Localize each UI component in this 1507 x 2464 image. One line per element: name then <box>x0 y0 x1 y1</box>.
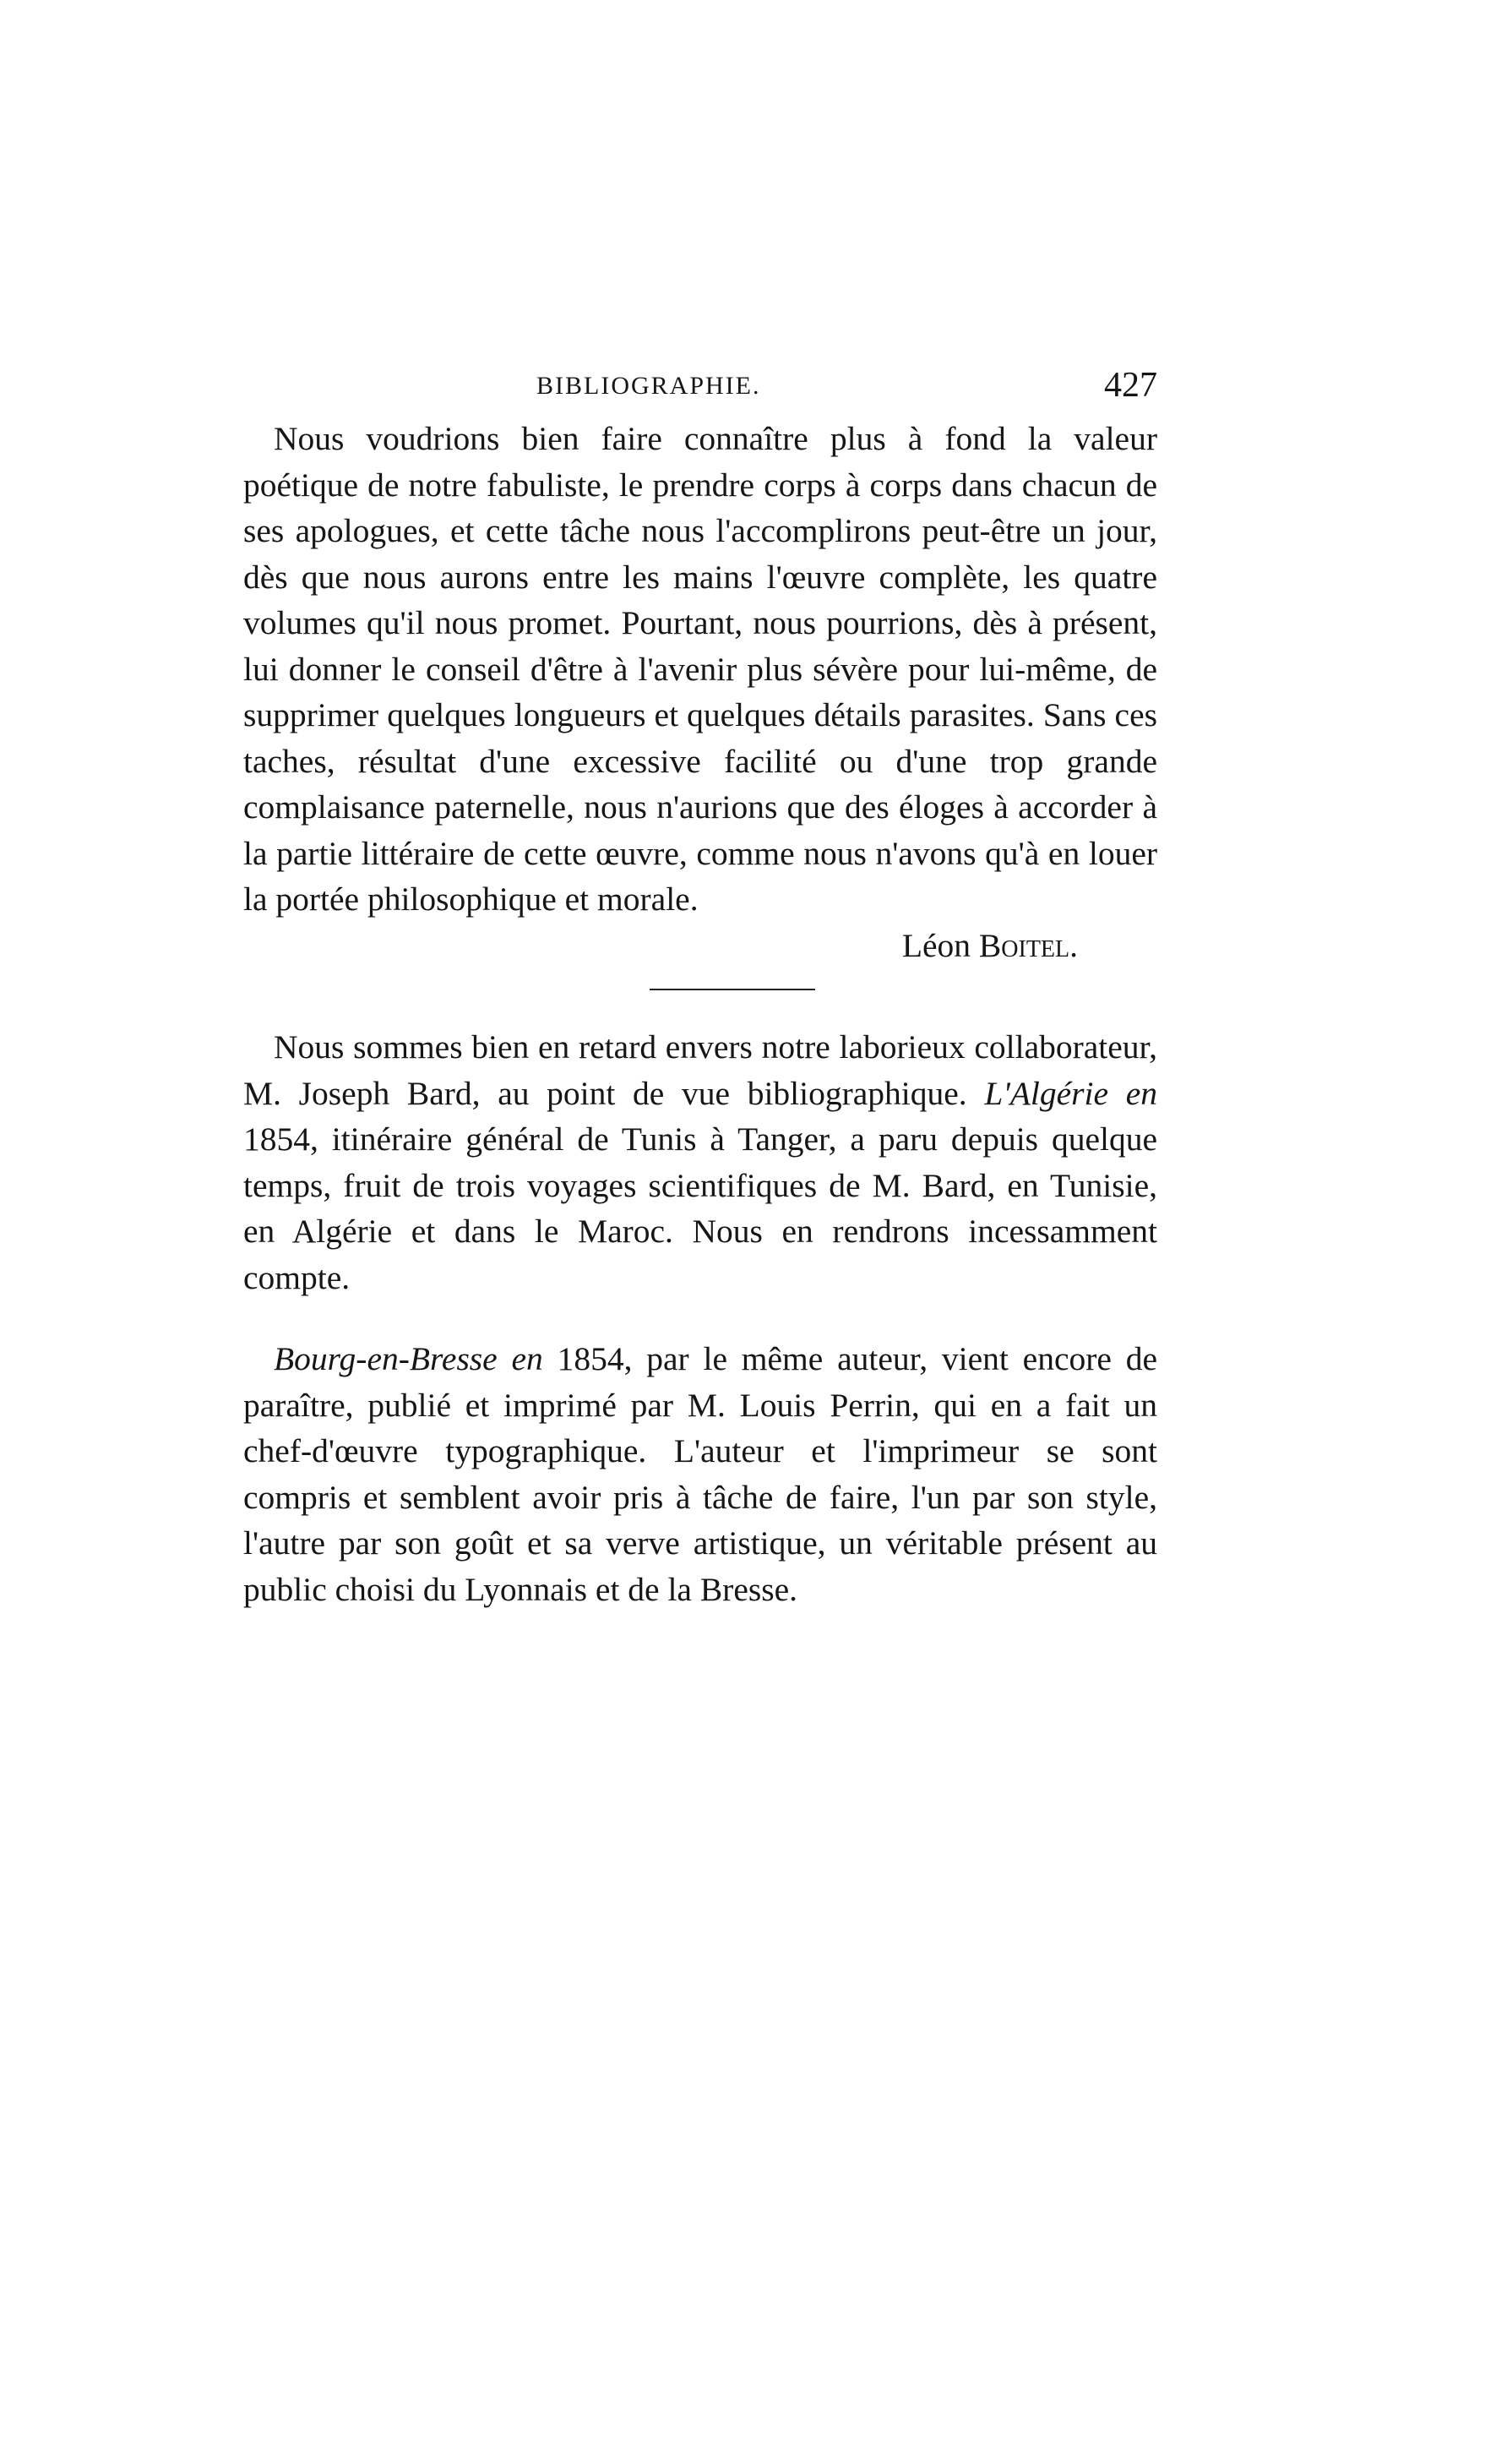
bourg-paragraph <box>243 1336 1157 1612</box>
running-title: BIBLIOGRAPHIE. <box>536 372 761 400</box>
book-title-bourg: Bourg-en-Bresse en <box>274 1340 543 1377</box>
bibliography-paragraph <box>243 1024 1157 1300</box>
author-signature <box>243 923 1157 969</box>
signature-last-name: Boitel. <box>978 926 1078 964</box>
book-page <box>243 365 1157 1612</box>
review-paragraph: Nous voudrions bien faire connaître plus à fond la valeur poétique de notre fabuliste, le prendre corps à corps dans chacun de ses apologues, et cette tâche nous l'accomplirons peut-être un jour, dès que nous aurons entre les mains l'œuvre complète, les quatre volumes qu'il nous promet. Pourtant, nous pourrions, dès à présent, lui donner le conseil d'être à l'avenir plus sévère pour lui-même, de supprimer quelques longueurs et quelques détails parasites. Sans ces taches, résultat d'une excessive facilité ou d'une trop grande complaisance paternelle, nous n'aurions que des éloges à accorder à la partie littéraire de cette œuvre, comme nous n'avons qu'à en louer la portée philosophique et morale. <box>243 420 1157 918</box>
bourg-paragraph-text: 1854, par le même auteur, vient encore de paraître, publié et imprimé par M. Louis Perrin, qui en a fait un chef-d'œuvre typographique. L'auteur et l'imprimeur se sont compris et semblent avoir pris à tâche de faire, l'un par son style, l'autre par son goût et sa verve artistique, un véritable présent au public choisi du Lyonnais et de la Bresse. <box>243 1340 1157 1608</box>
bibliography-intro-cont: 1854, itinéraire général de Tunis à Tanger, a paru depuis quelque temps, fruit de trois voyages scientifiques de M. Bard, en Tunisie, en Algérie et dans le Maroc. Nous en rendrons incessamment compte. <box>243 1120 1157 1296</box>
signature-first-name: Léon <box>901 926 971 964</box>
paragraph-gap <box>243 1300 1157 1336</box>
section-divider <box>650 989 815 990</box>
page-number: 427 <box>1104 366 1157 405</box>
bibliography-intro: Nous sommes bien en retard envers notre laborieux collaborateur, M. Joseph Bard, au point de vue bibliographique. <box>243 1028 1157 1112</box>
running-head <box>243 365 1157 416</box>
book-title-algerie: L'Algérie en <box>984 1074 1158 1112</box>
